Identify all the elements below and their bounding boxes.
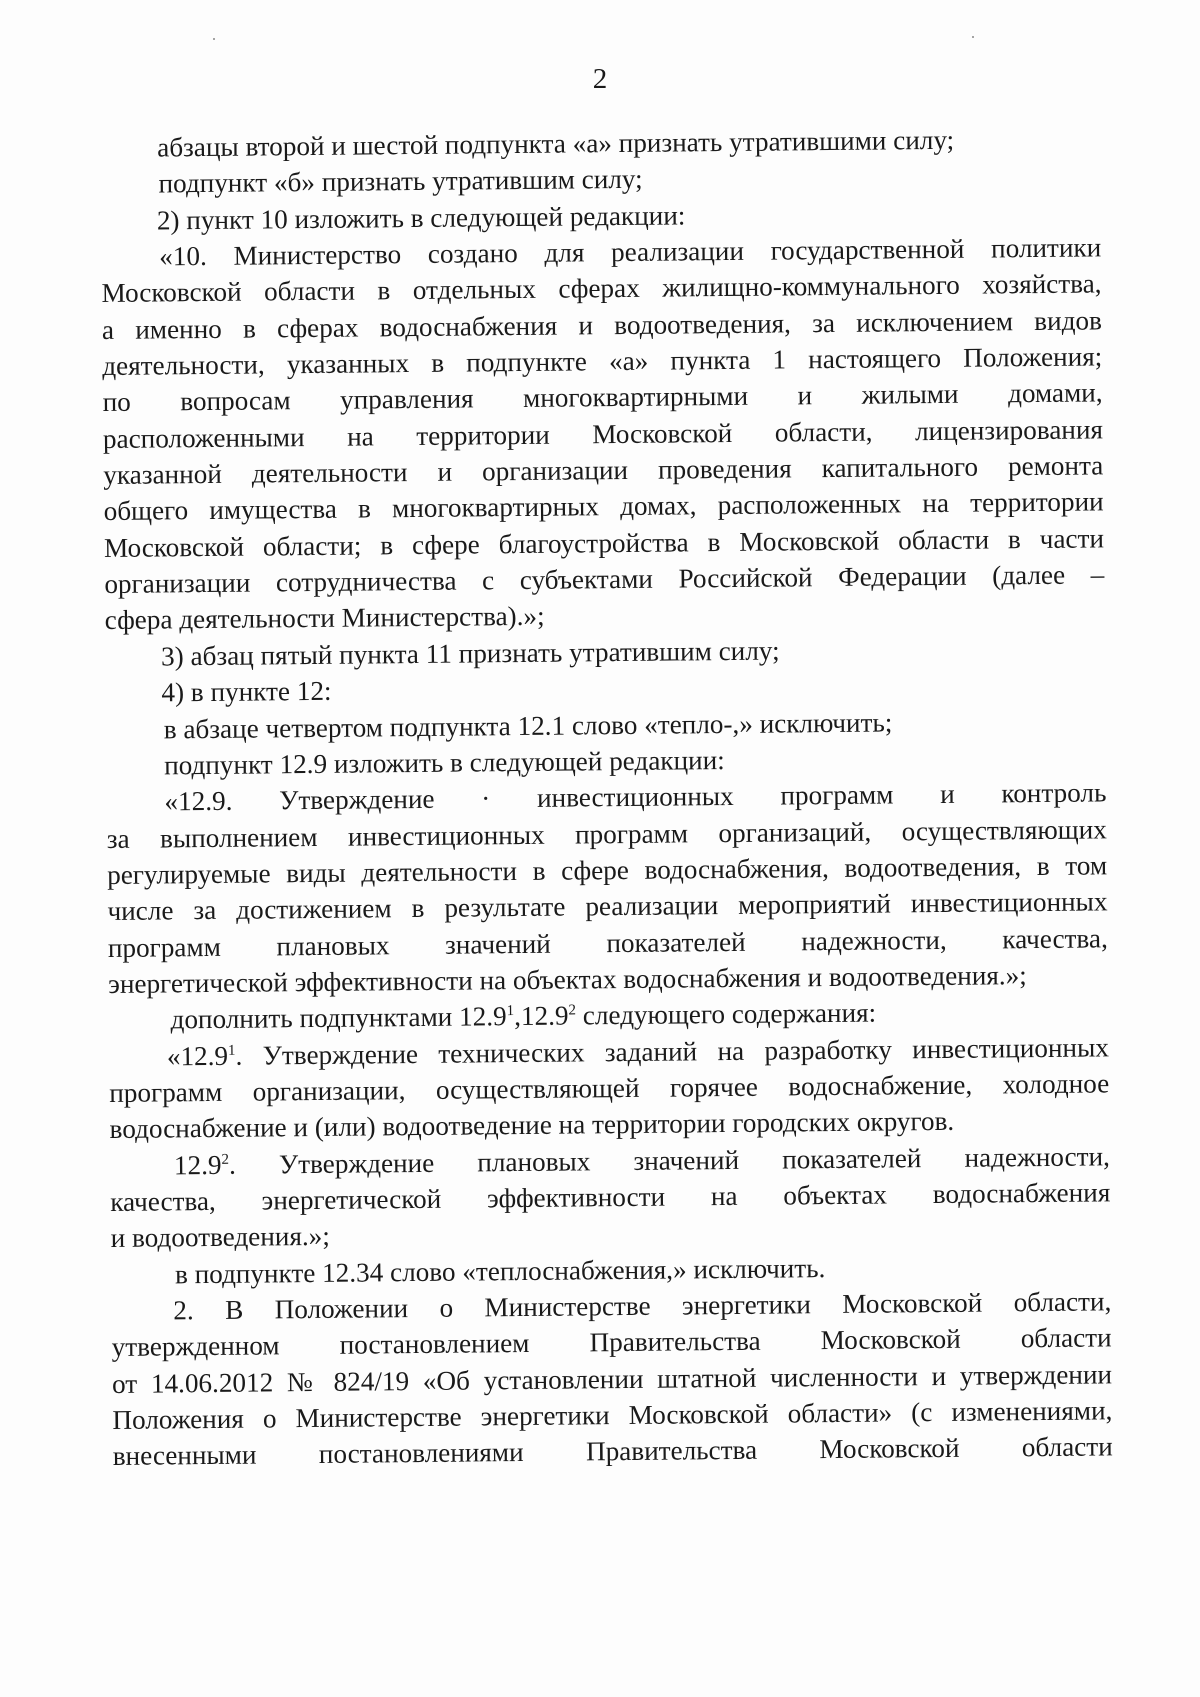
document-body (100, 120, 1113, 1474)
page-number: 2 (592, 63, 608, 95)
text-line: водоснабжение и (или) водоотведение на территории городских округов. (109, 1106, 955, 1145)
text-line: Положения о Министерстве энергетики Московской области» (с изменениями, (112, 1395, 1113, 1435)
text-line: за выполнением инвестиционных программ организаций, осуществляющих (106, 813, 1107, 854)
text-line: общего имущества в многоквартирных домах, расположенных на территории (103, 486, 1104, 527)
text-line: Московской области в отдельных сферах жилищно-коммунального хозяйства, (101, 268, 1102, 309)
paragraph-item-2: 2) пункт 10 изложить в следующей редакции: (156, 200, 686, 236)
text-line: регулируемые виды деятельности в сфере водоснабжения, водоотведения, в том (107, 850, 1108, 890)
text-line: «10. Министерство создано для реализации государственной политики (159, 232, 1102, 272)
text-fragment: . Утверждение технических заданий на разработку инвестиционных (235, 1031, 1109, 1071)
paragraph-subparagraph-b: подпункт «б» признать утратившим силу; (158, 164, 643, 199)
superscript: 2 (221, 1151, 230, 1168)
paragraph-item-12-1: в абзаце четвертом подпункта 12.1 слово «тепло-,» исключить; (163, 706, 893, 744)
text-line: от 14.06.2012 № 824/19 «Об установлении штатной численности и утверждении (111, 1359, 1113, 1399)
scan-speck (972, 36, 974, 38)
text-line: внесенными постановлениями Правительства Московской области (112, 1431, 1113, 1472)
scan-speck (213, 38, 215, 40)
text-line: числе за достижением в результате реализации мероприятий инвестиционных (107, 886, 1108, 927)
text-fragment: «12.9 (166, 1040, 229, 1071)
paragraph-energy-ministry (111, 1283, 1113, 1474)
text-line: утвержденном постановлением Правительства Московской области (111, 1322, 1112, 1363)
superscript: 1 (506, 1003, 515, 1020)
paragraph-subparagraph-a: абзацы второй и шестой подпункта «а» признать утратившими силу; (157, 124, 955, 163)
text-line: программ плановых значений показателей надежности, качества, (107, 922, 1108, 963)
text-fragment: дополнить подпунктами 12.9 (170, 1001, 507, 1035)
text-line: организации сотрудничества с субъектами Российской Федерации (далее – (104, 559, 1105, 600)
text-fragment: . Утверждение плановых значений показателей надежности, (228, 1140, 1111, 1180)
paragraph-item-12-9-intro: подпункт 12.9 изложить в следующей редакции: (163, 744, 725, 781)
paragraph-item-12-34: в подпункте 12.34 слово «теплоснабжения,» исключить. (174, 1252, 826, 1289)
text-line: расположенными на территории Московской области, лицензирования (102, 414, 1104, 454)
paragraph-item-3: 3) абзац пятый пункта 11 признать утратившим силу; (160, 635, 780, 672)
text-line: и водоотведения.»; (110, 1221, 330, 1254)
text-line: «12.9. Утверждение · инвестиционных программ и контроль (164, 777, 1107, 817)
text-line: Московской области; в сфере благоустройства в Московской области в части (103, 523, 1105, 563)
text-line: указанной деятельности и организации проведения капитального ремонта (103, 450, 1104, 491)
text-line: по вопросам управления многоквартирными и жилыми домами, (102, 377, 1103, 418)
text-line: качества, энергетической эффективности на объектах водоснабжения (110, 1177, 1111, 1217)
text-line: программ организации, осуществляющей горячее водоснабжение, холодное (109, 1068, 1110, 1108)
text-line: сфера деятельности Министерства).»; (104, 601, 545, 636)
text-fragment: следующего содержания: (575, 997, 877, 1031)
paragraph-item-10-text (101, 229, 1105, 638)
text-fragment: ,12.9 (513, 1000, 569, 1032)
text-line: деятельности, указанных в подпункте «а» пункта 1 настоящего Положения; (102, 341, 1103, 382)
paragraph-item-12-9-text (106, 775, 1108, 1003)
text-line: 2. В Положении о Министерстве энергетики Московской области, (173, 1286, 1112, 1326)
paragraph-item-12-9-2 (110, 1138, 1111, 1257)
paragraph-item-4: 4) в пункте 12: (161, 675, 332, 708)
text-line: а именно в сферах водоснабжения и водоотведения, за исключением видов (101, 305, 1103, 345)
paragraph-item-12-9-1 (109, 1029, 1110, 1148)
text-line: энергетической эффективности на объектах водоснабжения и водоотведения.»; (108, 960, 1027, 999)
superscript: 1 (227, 1042, 236, 1059)
text-fragment: 12.9 (173, 1149, 222, 1180)
superscript: 2 (568, 1002, 577, 1019)
